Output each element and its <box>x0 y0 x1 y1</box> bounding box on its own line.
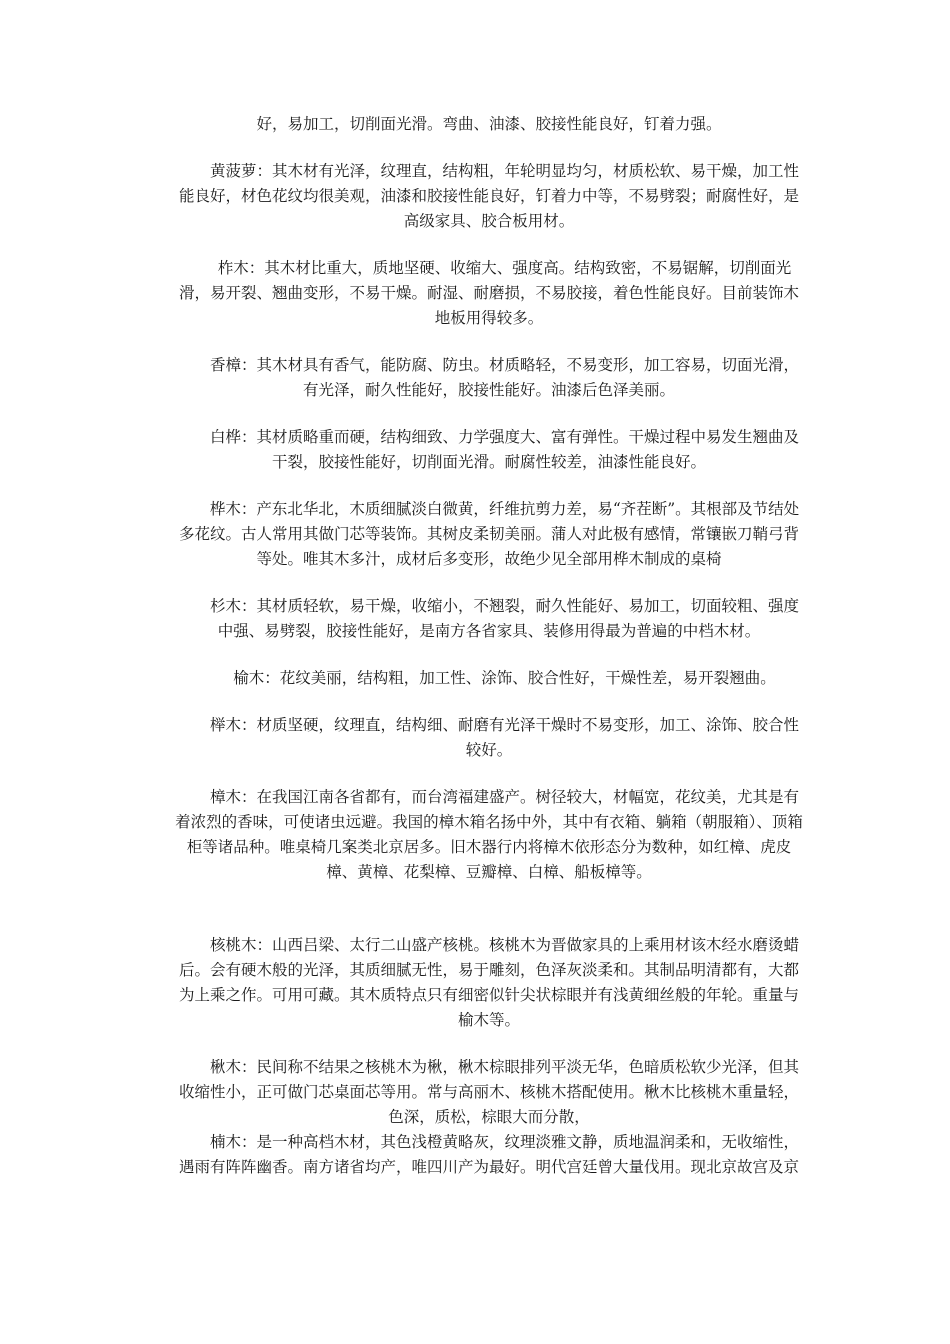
paragraph-gap <box>172 137 806 159</box>
paragraph-qiumu: 楸木：民间称不结果之核桃木为楸，楸木棕眼排列平淡无华，色暗质松软少光泽，但其收缩性小，正可做门芯桌面芯等用。常与高丽木、核桃木搭配使用。楸木比核桃木重量轻，色深，质松，棕眼大而分散， <box>178 1058 799 1126</box>
paragraph-gap <box>172 475 806 497</box>
paragraph-gap <box>172 572 806 594</box>
paragraph-huangboluo: 黄菠萝：其木材有光泽，纹理直，结构粗，年轮明显均匀，材质松软、易干燥，加工性能良好，材色花纹均很美观，油漆和胶接性能良好，钉着力中等，不易劈裂；耐腐性好，是高级家具、胶合板用材。 <box>178 162 799 230</box>
paragraph-hetaomu: 核桃木：山西吕梁、太行二山盛产核桃。核桃木为晋做家具的上乘用材该木经水磨烫蜡后。会有硬木般的光泽，其质细腻无性，易于雕刻，色泽灰淡柔和。其制品明清都有，大都为上乘之作。可用可藏。其木质特点只有细密似针尖状棕眼并有浅黄细丝般的年轮。重量与榆木等。 <box>178 936 799 1029</box>
paragraph-gap <box>172 763 806 785</box>
document-page <box>172 112 806 1180</box>
paragraph-zuomu: 柞木：其木材比重大，质地坚硬、收缩大、强度高。结构致密，不易锯解，切削面光滑，易开裂、翘曲变形，不易干燥。耐湿、耐磨损，不易胶接，着色性能良好。目前装饰木地板用得较多。 <box>178 259 799 327</box>
paragraph-baihua: 白桦：其材质略重而硬，结构细致、力学强度大、富有弹性。干燥过程中易发生翘曲及干裂，胶接性能好，切削面光滑。耐腐性较差，油漆性能良好。 <box>209 428 799 471</box>
paragraph-yumu: 榆木：花纹美丽，结构粗，加工性、涂饰、胶合性好，干燥性差，易开裂翘曲。 <box>233 669 776 687</box>
paragraph-nanmu: 楠木：是一种高档木材，其色浅橙黄略灰，纹理淡雅文静，质地温润柔和，无收缩性，遇雨有阵阵幽香。南方诸省均产，唯四川产为最好。明代宫廷曾大量伐用。现北京故宫及京 <box>178 1133 799 1176</box>
paragraph-gap <box>172 403 806 425</box>
paragraph-gap <box>172 234 806 256</box>
paragraph-gap-large <box>172 885 806 933</box>
paragraph-xiangzhang: 香樟：其木材具有香气，能防腐、防虫。材质略轻，不易变形，加工容易，切面光滑，有光泽，耐久性能好，胶接性能好。油漆后色泽美丽。 <box>209 356 799 399</box>
paragraph-huamu: 桦木：产东北华北，木质细腻淡白微黄，纤维抗剪力差，易“齐茬断”。其根部及节结处多花纹。古人常用其做门芯等装饰。其树皮柔韧美丽。蒲人对此极有感情，常镶嵌刀鞘弓背等处。唯其木多汁，成材后多变形，故绝少见全部用桦木制成的桌椅 <box>178 500 800 568</box>
paragraph-gap <box>172 644 806 666</box>
paragraph-intro-continuation: 好，易加工，切削面光滑。弯曲、油漆、胶接性能良好，钉着力强。 <box>256 115 722 133</box>
paragraph-shamu: 杉木：其材质轻软，易干燥，收缩小，不翘裂，耐久性能好、易加工，切面较粗、强度中强、易劈裂，胶接性能好，是南方各省家具、装修用得最为普遍的中档木材。 <box>209 597 799 640</box>
paragraph-gap <box>172 1033 806 1055</box>
paragraph-jumu: 榉木：材质坚硬，纹理直，结构细、耐磨有光泽干燥时不易变形，加工、涂饰、胶合性较好。 <box>209 716 799 759</box>
paragraph-gap <box>172 331 806 353</box>
paragraph-zhangmu: 樟木：在我国江南各省都有，而台湾福建盛产。树径较大，材幅宽，花纹美，尤其是有着浓烈的香味，可使诸虫远避。我国的樟木箱名扬中外，其中有衣箱、躺箱（朝服箱）、顶箱柜等诸品种。唯桌椅几案类北京居多。旧木器行内将樟木依形态分为数种，如红樟、虎皮樟、黄樟、花梨樟、豆瓣樟、白樟、船板樟等。 <box>175 788 803 881</box>
paragraph-gap <box>172 691 806 713</box>
